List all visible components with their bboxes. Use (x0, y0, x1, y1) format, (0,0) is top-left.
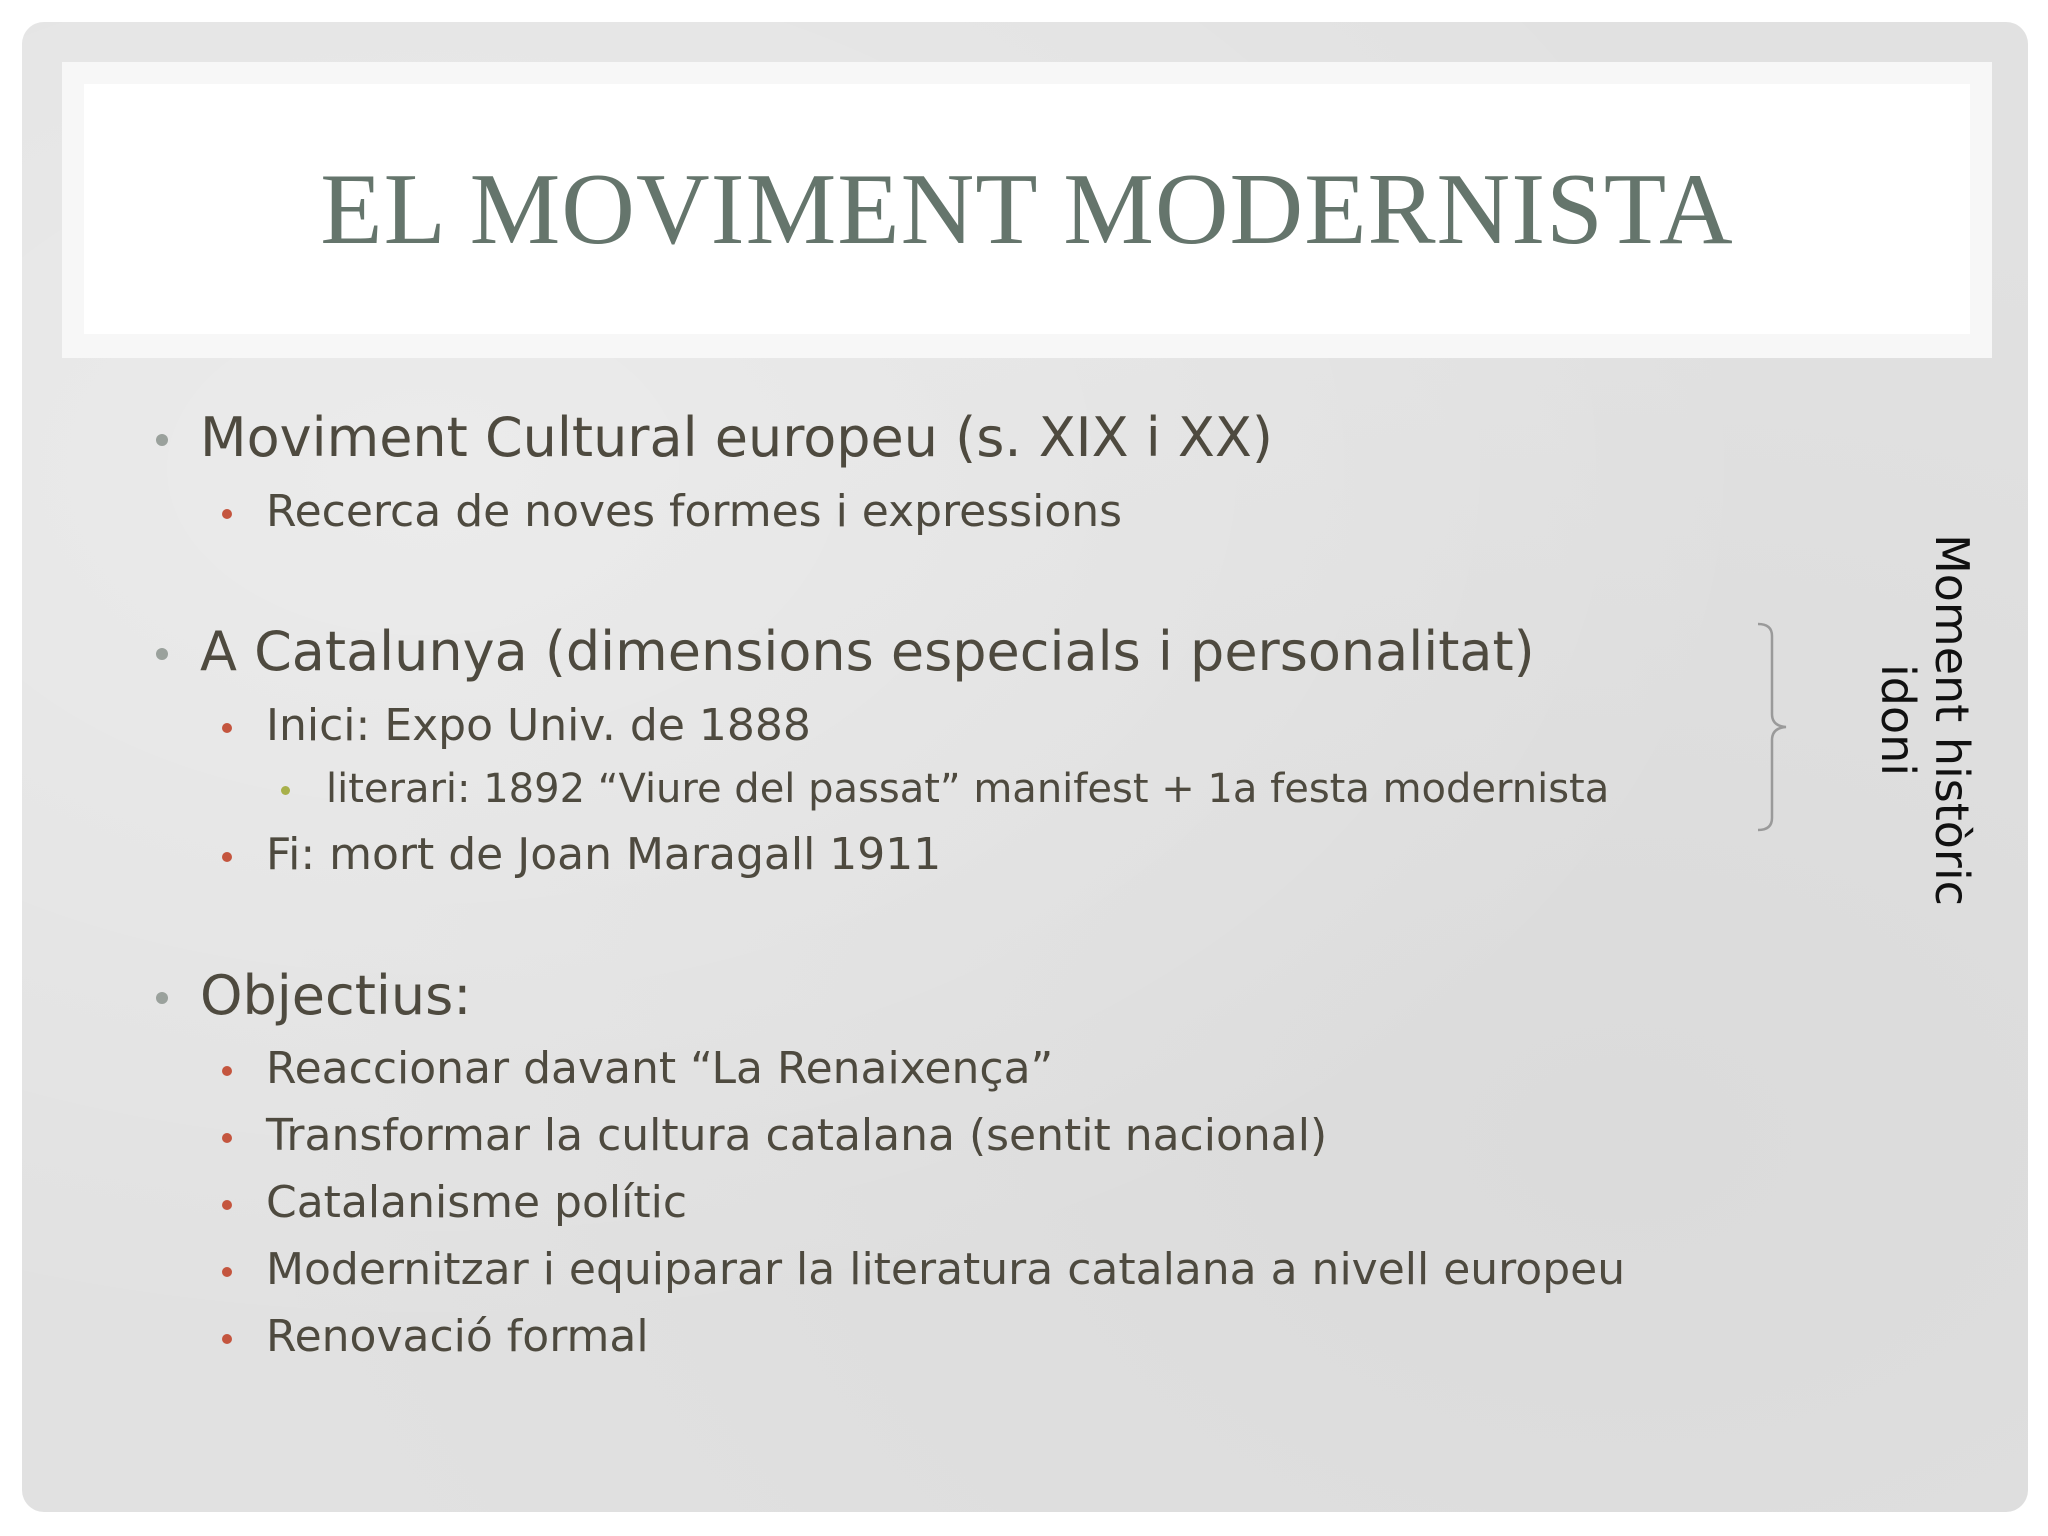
bullet-dot (222, 1066, 232, 1076)
slide-title: EL MOVIMENT MODERNISTA (320, 152, 1734, 266)
side-note-line2: idoni (1871, 663, 1925, 777)
bullet-item-l3: literari: 1892 “Viure del passat” manifest + 1a festa modernista (326, 766, 1610, 812)
bullet-item-l1: Objectius: (200, 964, 472, 1027)
side-note (1870, 520, 1980, 920)
bullet-dot (222, 1267, 232, 1277)
bullet-item-l2: Inici: Expo Univ. de 1888 (266, 700, 811, 751)
bullet-dot (222, 1133, 232, 1143)
bullet-dot (156, 992, 168, 1004)
bullet-item-l1: Moviment Cultural europeu (s. XIX i XX) (200, 406, 1273, 469)
bullet-item-l2: Renovació formal (266, 1311, 649, 1362)
bullet-item-l2: Catalanisme polític (266, 1177, 688, 1228)
bullet-dot (222, 1334, 232, 1344)
bullet-item-l2: Transformar la cultura catalana (sentit nacional) (266, 1110, 1328, 1161)
bullet-dot (281, 786, 290, 795)
bullet-dot (222, 1200, 232, 1210)
side-note-line1: Moment històric (1925, 534, 1979, 906)
curly-bracket-icon (1756, 622, 1796, 832)
bullet-dot (156, 648, 168, 660)
bullet-item-l1: A Catalunya (dimensions especials i personalitat) (200, 620, 1535, 683)
bullet-item-l2: Modernitzar i equiparar la literatura catalana a nivell europeu (266, 1244, 1626, 1295)
bullet-dot (222, 509, 232, 519)
bullet-item-l2: Reaccionar davant “La Renaixença” (266, 1043, 1054, 1094)
bullet-item-l2: Recerca de noves formes i expressions (266, 486, 1123, 537)
bullet-dot (156, 434, 168, 446)
bullet-dot (222, 723, 232, 733)
bullet-item-l2: Fi: mort de Joan Maragall 1911 (266, 829, 942, 880)
bullet-dot (222, 852, 232, 862)
